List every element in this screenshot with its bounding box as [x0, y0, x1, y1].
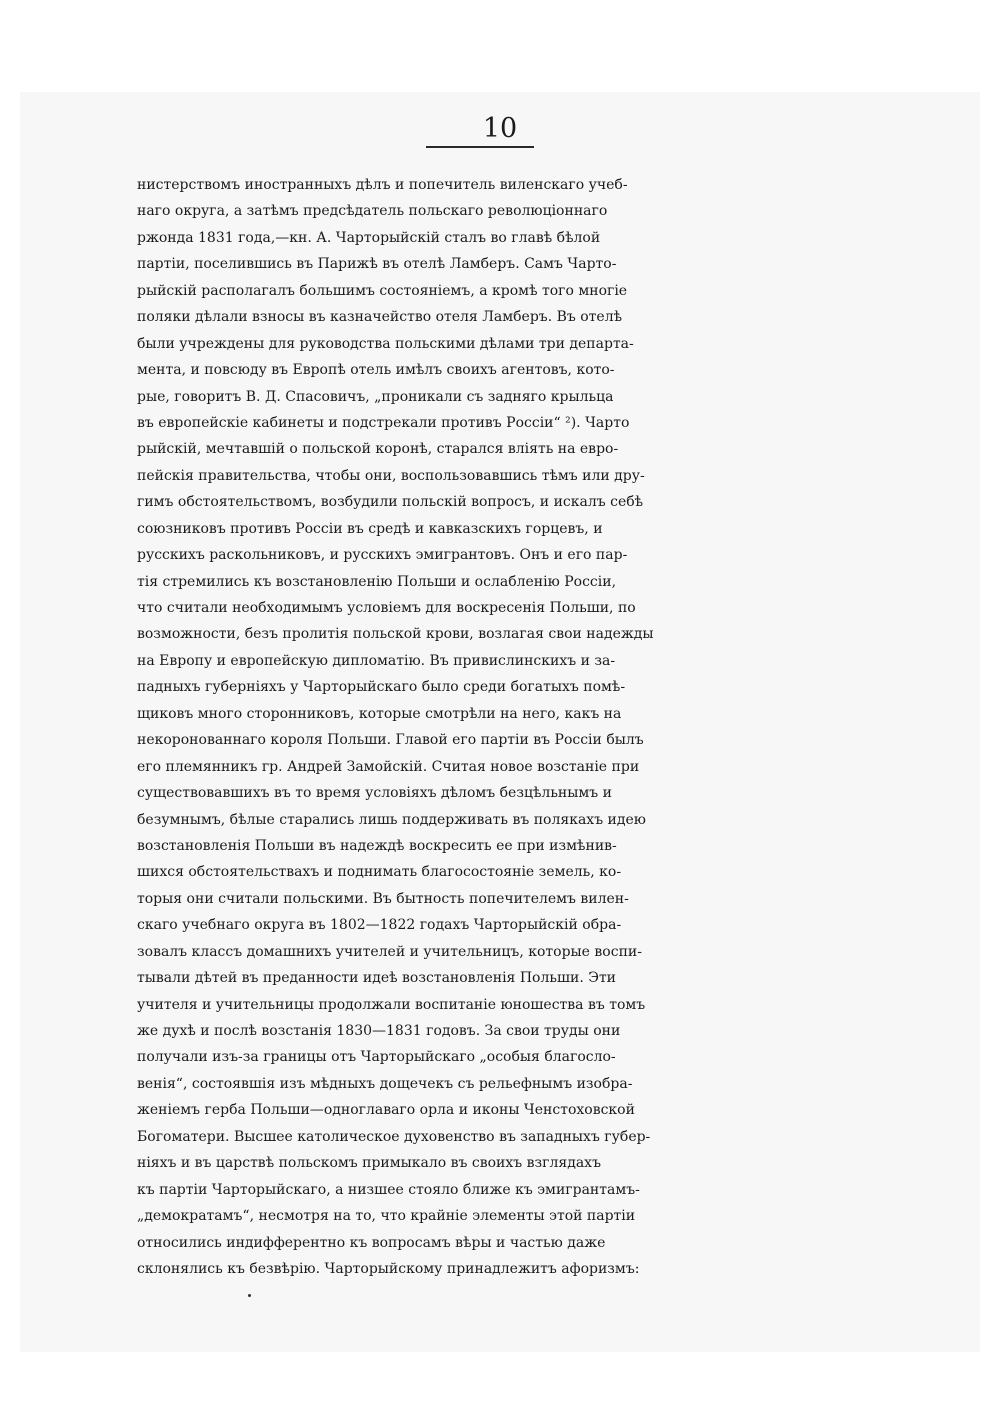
- text-line: союзниковъ противъ Россіи въ средѣ и кавказскихъ горцевъ, и: [137, 520, 603, 537]
- text-line: зовалъ классъ домашнихъ учителей и учительницъ, которые воспи-: [137, 943, 642, 960]
- text-line: „демократамъ“, несмотря на то, что крайніе элементы этой партіи: [137, 1208, 636, 1225]
- page-number: 10: [482, 113, 518, 144]
- text-line: мента, и повсюду въ Европѣ отель имѣлъ своихъ агентовъ, кото-: [137, 362, 615, 379]
- text-line: рыйскій располагалъ большимъ состояніемъ, а кромѣ того многіе: [137, 282, 628, 299]
- text-line: скаго учебнаго округа въ 1802—1822 годахъ Чарторыйскій обра-: [137, 917, 622, 934]
- text-line: были учреждены для руководства польскими дѣлами три департа-: [137, 335, 634, 352]
- text-line: пейскія правительства, чтобы они, воспользовавшись тѣмъ или дру-: [137, 467, 645, 484]
- text-line: партіи, поселившись въ Парижѣ въ отелѣ Ламберъ. Самъ Чарто-: [137, 256, 617, 273]
- text-line: щиковъ много сторонниковъ, которые смотрѣли на него, какъ на: [137, 705, 622, 722]
- text-line: безумнымъ, бѣлые старались лишь поддерживать въ полякахъ идею: [137, 811, 646, 828]
- text-line: гимъ обстоятельствомъ, возбудили польскій вопросъ, и искалъ себѣ: [137, 494, 644, 511]
- text-line: возможности, безъ пролитія польской крови, возлагая свои надежды: [137, 626, 654, 643]
- text-line: получали изъ-за границы отъ Чарторыйскаго „особыя благосло-: [137, 1049, 616, 1066]
- text-line: тія стремились къ возстановленію Польши и ослабленію Россіи,: [137, 573, 617, 590]
- text-line: склонялись къ безвѣрію. Чарторыйскому принадлежитъ афоризмъ:: [137, 1260, 640, 1277]
- text-line: поляки дѣлали взносы въ казначейство отеля Ламберъ. Въ отелѣ: [137, 309, 623, 326]
- text-line: нистерствомъ иностранныхъ дѣлъ и попечитель виленскаго учеб-: [137, 177, 628, 193]
- text-line: же духѣ и послѣ возстанія 1830—1831 годовъ. За свои труды они: [137, 1023, 621, 1039]
- text-line: что считали необходимымъ условіемъ для воскресенія Польши, по: [137, 600, 636, 616]
- text-line: ніяхъ и въ царствѣ польскомъ примыкало въ своихъ взглядахъ: [137, 1155, 601, 1172]
- text-line: шихся обстоятельствахъ и поднимать благосостояніе земель, ко-: [137, 864, 622, 881]
- text-line: венія“, состоявшія изъ мѣдныхъ дощечекъ съ рельефнымъ изобра-: [137, 1075, 633, 1092]
- text-line: женіемъ герба Польши—одноглаваго орла и иконы Ченстоховской: [137, 1102, 635, 1119]
- text-line: существовавшихъ въ то время условіяхъ дѣломъ безцѣльнымъ и: [137, 785, 612, 802]
- text-line: наго округа, а затѣмъ предсѣдатель польскаго революціоннаго: [137, 203, 608, 220]
- print-speck: [248, 1294, 251, 1297]
- text-line: русскихъ раскольниковъ, и русскихъ эмигрантовъ. Онъ и его пар-: [137, 547, 628, 564]
- text-line: тывали дѣтей въ преданности идеѣ возстановленія Польши. Эти: [137, 970, 617, 987]
- text-line: въ европейскіе кабинеты и подстрекали противъ Россіи“ ²). Чарто: [137, 414, 630, 431]
- text-line: учителя и учительницы продолжали воспитаніе юношества въ томъ: [137, 996, 646, 1013]
- header-rule: [426, 146, 534, 148]
- body-text: [137, 172, 837, 1282]
- text-line: на Европу и европейскую дипломатію. Въ привислинскихъ и за-: [137, 652, 616, 669]
- text-line: ржонда 1831 года,—кн. А. Чарторыйскій сталъ во главѣ бѣлой: [137, 229, 601, 246]
- text-line: относились индифферентно къ вопросамъ вѣры и частью даже: [137, 1234, 606, 1251]
- text-line: падныхъ губерніяхъ у Чарторыйскаго было среди богатыхъ помѣ-: [137, 679, 626, 696]
- text-line: Богоматери. Высшее католическое духовенство въ западныхъ губер-: [137, 1128, 651, 1145]
- text-line: рыйскій, мечтавшій о польской коронѣ, старался вліять на евро-: [137, 441, 619, 458]
- text-line: его племянникъ гр. Андрей Замойскій. Считая новое возстаніе при: [137, 758, 640, 775]
- text-line: къ партіи Чарторыйскаго, а низшее стояло ближе къ эмигрантамъ-: [137, 1181, 640, 1198]
- text-line: некоронованнаго короля Польши. Главой его партіи въ Россіи былъ: [137, 732, 644, 749]
- text-line: рые, говоритъ В. Д. Спасовичъ, „проникали съ задняго крыльца: [137, 388, 614, 405]
- text-line: торыя они считали польскими. Въ бытность попечителемъ вилен-: [137, 890, 629, 907]
- text-line: возстановленія Польши въ надеждѣ воскресить ее при измѣнив-: [137, 837, 617, 854]
